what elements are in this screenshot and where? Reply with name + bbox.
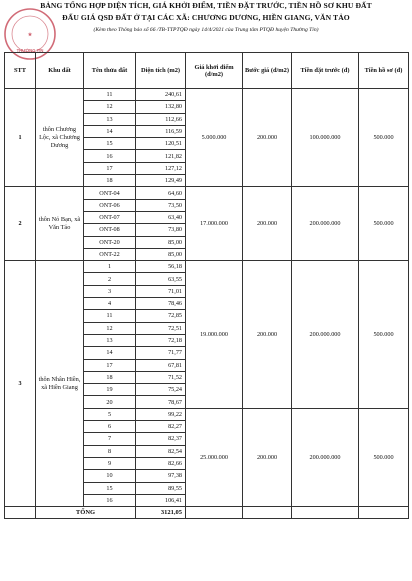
auction-land-table	[4, 52, 409, 519]
starting-price-cell: 17.000.000	[186, 187, 243, 261]
title-line-1: BẢNG TỔNG HỢP DIỆN TÍCH, GIÁ KHỞI ĐIỂM, TIỀN ĐẶT TRƯỚC, TIỀN HỒ SƠ KHU ĐẤT	[40, 1, 372, 10]
parcel-name-cell: 14	[84, 125, 136, 137]
price-step-cell: 200.000	[243, 261, 292, 409]
total-area: 3121,05	[136, 507, 186, 519]
parcel-name-cell: ONT-20	[84, 236, 136, 248]
table-row	[5, 261, 409, 273]
parcel-name-cell: ONT-22	[84, 248, 136, 260]
table-row	[5, 89, 409, 101]
total-spacer	[5, 507, 36, 519]
khu-dat-cell: thôn Nỏ Bạn, xã Văn Tảo	[36, 187, 84, 261]
table-row	[5, 187, 409, 199]
parcel-name-cell: 12	[84, 322, 136, 334]
parcel-name-cell: 16	[84, 494, 136, 506]
parcel-name-cell: 5	[84, 408, 136, 420]
stt-cell: 1	[5, 89, 36, 187]
svg-text:★: ★	[27, 32, 33, 38]
table-body	[5, 89, 409, 519]
area-cell: 73,50	[136, 199, 186, 211]
starting-price-cell: 25.000.000	[186, 408, 243, 506]
area-cell: 120,51	[136, 138, 186, 150]
header-stt: STT	[5, 53, 36, 89]
area-cell: 89,55	[136, 482, 186, 494]
total-row	[5, 507, 409, 519]
area-cell: 116,59	[136, 125, 186, 137]
parcel-name-cell: ONT-07	[84, 211, 136, 223]
starting-price-cell: 19.000.000	[186, 261, 243, 409]
parcel-name-cell: 19	[84, 384, 136, 396]
area-cell: 72,85	[136, 310, 186, 322]
dossier-fee-cell: 500.000	[359, 187, 409, 261]
area-cell: 106,41	[136, 494, 186, 506]
deposit-cell: 100.000.000	[292, 89, 359, 187]
parcel-name-cell: 3	[84, 285, 136, 297]
price-step-cell: 200.000	[243, 408, 292, 506]
parcel-name-cell: 16	[84, 150, 136, 162]
khu-dat-cell: thôn Chương Lộc, xã Chương Dương	[36, 89, 84, 187]
header-buoc-gia: Bước giá (đ/m2)	[243, 53, 292, 89]
parcel-name-cell: 4	[84, 298, 136, 310]
header-tien-ho-so: Tiền hồ sơ (đ)	[359, 53, 409, 89]
parcel-name-cell: ONT-04	[84, 187, 136, 199]
header-tien-dat-truoc: Tiền đặt trước (đ)	[292, 53, 359, 89]
area-cell: 63,55	[136, 273, 186, 285]
khu-dat-cell: thôn Nhân Hiền, xã Hiền Giang	[36, 261, 84, 507]
area-cell: 85,00	[136, 236, 186, 248]
area-cell: 97,38	[136, 470, 186, 482]
parcel-name-cell: ONT-08	[84, 224, 136, 236]
total-empty-cell	[359, 507, 409, 519]
area-cell: 63,40	[136, 211, 186, 223]
area-cell: 129,49	[136, 175, 186, 187]
parcel-name-cell: 10	[84, 470, 136, 482]
document-header	[0, 0, 412, 36]
area-cell: 71,52	[136, 371, 186, 383]
parcel-name-cell: 20	[84, 396, 136, 408]
parcel-name-cell: 18	[84, 175, 136, 187]
area-cell: 82,66	[136, 457, 186, 469]
area-cell: 64,60	[136, 187, 186, 199]
total-label: TỔNG	[36, 507, 136, 519]
header-khu-dat: Khu đất	[36, 53, 84, 89]
parcel-name-cell: 13	[84, 113, 136, 125]
total-empty-cell	[243, 507, 292, 519]
area-cell: 85,00	[136, 248, 186, 260]
title-line-2: ĐẤU GIÁ QSD ĐẤT Ở TẠI CÁC XÃ: CHƯƠNG DƯƠNG, HIỀN GIANG, VĂN TẢO	[62, 13, 350, 22]
deposit-cell: 200.000.000	[292, 187, 359, 261]
price-step-cell: 200.000	[243, 89, 292, 187]
subtitle-reference: (Kèm theo Thông báo số 66 /TB-TTPTQĐ ngày 14/4/2021 của Trung tâm PTQĐ huyện Thường Tín)	[93, 27, 319, 33]
area-cell: 72,18	[136, 334, 186, 346]
parcel-name-cell: 17	[84, 162, 136, 174]
area-cell: 121,82	[136, 150, 186, 162]
parcel-name-cell: 11	[84, 89, 136, 101]
total-empty-cell	[292, 507, 359, 519]
area-cell: 132,80	[136, 101, 186, 113]
area-cell: 82,27	[136, 421, 186, 433]
header-ten-thua: Tên thửa đất	[84, 53, 136, 89]
header-gia-khoi-diem: Giá khởi điểm (đ/m2)	[186, 53, 243, 89]
parcel-name-cell: 15	[84, 482, 136, 494]
area-cell: 56,18	[136, 261, 186, 273]
area-cell: 73,80	[136, 224, 186, 236]
area-cell: 82,37	[136, 433, 186, 445]
area-cell: 78,67	[136, 396, 186, 408]
table-header-row	[5, 53, 409, 89]
total-empty-cell	[186, 507, 243, 519]
parcel-name-cell: ONT-06	[84, 199, 136, 211]
area-cell: 99,22	[136, 408, 186, 420]
stt-cell: 3	[5, 261, 36, 507]
area-cell: 240,61	[136, 89, 186, 101]
dossier-fee-cell: 500.000	[359, 261, 409, 409]
price-step-cell: 200.000	[243, 187, 292, 261]
area-cell: 75,24	[136, 384, 186, 396]
parcel-name-cell: 14	[84, 347, 136, 359]
parcel-name-cell: 12	[84, 101, 136, 113]
parcel-name-cell: 13	[84, 334, 136, 346]
parcel-name-cell: 11	[84, 310, 136, 322]
area-cell: 67,81	[136, 359, 186, 371]
area-cell: 71,01	[136, 285, 186, 297]
deposit-cell: 200.000.000	[292, 261, 359, 409]
area-cell: 127,12	[136, 162, 186, 174]
dossier-fee-cell: 500.000	[359, 89, 409, 187]
parcel-name-cell: 7	[84, 433, 136, 445]
area-cell: 72,51	[136, 322, 186, 334]
parcel-name-cell: 6	[84, 421, 136, 433]
stamp-text: THƯỜNG TÍN	[16, 48, 44, 53]
area-cell: 71,77	[136, 347, 186, 359]
area-cell: 82,54	[136, 445, 186, 457]
area-cell: 78,46	[136, 298, 186, 310]
stt-cell: 2	[5, 187, 36, 261]
parcel-name-cell: 2	[84, 273, 136, 285]
parcel-name-cell: 15	[84, 138, 136, 150]
dossier-fee-cell: 500.000	[359, 408, 409, 506]
header-dien-tich: Diện tích (m2)	[136, 53, 186, 89]
parcel-name-cell: 17	[84, 359, 136, 371]
parcel-name-cell: 9	[84, 457, 136, 469]
parcel-name-cell: 18	[84, 371, 136, 383]
area-cell: 112,66	[136, 113, 186, 125]
parcel-name-cell: 1	[84, 261, 136, 273]
starting-price-cell: 5.000.000	[186, 89, 243, 187]
parcel-name-cell: 8	[84, 445, 136, 457]
deposit-cell: 200.000.000	[292, 408, 359, 506]
